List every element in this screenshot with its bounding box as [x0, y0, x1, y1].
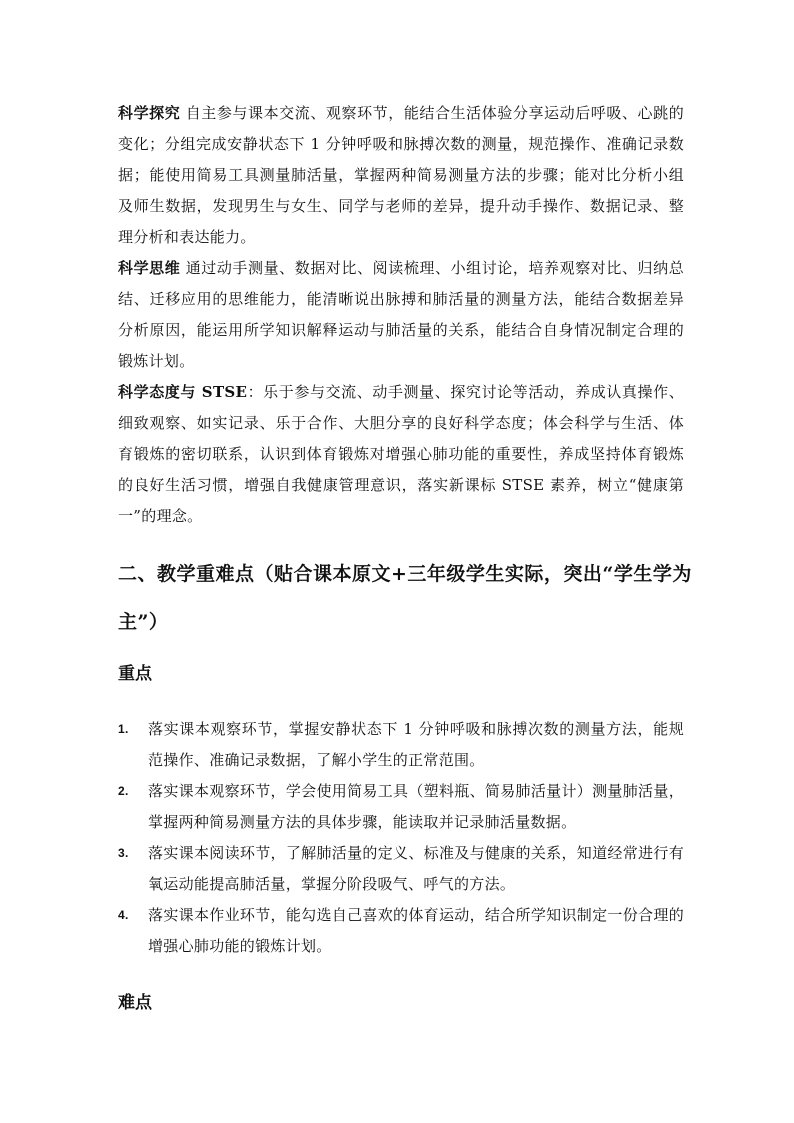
objective-text: ：乐于参与交流、动手测量、探究讨论等活动，养成认真操作、细致观察、如实记录、乐于合作、大胆分享的良好科学态度；体会科学与生活、体育锻炼的密切联系，认识到体育锻炼对增强心肺功能的重要性，养成坚持体育锻炼的良好生活习惯，增强自我健康管理意识，落实新课标 STSE 素养，树立“健康第一”的理念。	[118, 383, 685, 525]
list-item	[118, 776, 684, 838]
list-number: 1.	[118, 722, 129, 736]
key-points-heading: 重点	[118, 664, 152, 684]
list-number: 4.	[118, 908, 129, 922]
objective-label: 科学态度与 STSE	[118, 383, 248, 401]
objective-label: 科学思维	[118, 259, 181, 277]
list-item	[118, 900, 684, 962]
objective-text: 通过动手测量、数据对比、阅读梳理、小组讨论，培养观察对比、归纳总结、迁移应用的思维能力，能清晰说出脉搏和肺活量的测量方法，能结合数据差异分析原因，能运用所学知识解释运动与肺活量的关系，能结合自身情况制定合理的锻炼计划。	[118, 259, 684, 370]
list-text: 落实课本阅读环节，了解肺活量的定义、标准及与健康的关系，知道经常进行有氧运动能提高肺活量，掌握分阶段吸气、呼气的方法。	[148, 844, 684, 893]
list-number: 2.	[118, 784, 129, 798]
list-number: 3.	[118, 846, 129, 860]
objective-science-attitude-stse	[118, 377, 684, 532]
difficult-points-heading: 难点	[118, 993, 152, 1013]
list-text: 落实课本观察环节，掌握安静状态下 1 分钟呼吸和脉搏次数的测量方法，能规范操作、准确记录数据，了解小学生的正常范围。	[148, 720, 684, 769]
objective-science-inquiry	[118, 98, 684, 253]
objective-text: 自主参与课本交流、观察环节，能结合生活体验分享运动后呼吸、心跳的变化；分组完成安静状态下 1 分钟呼吸和脉搏次数的测量，规范操作、准确记录数据；能使用简易工具测量肺活量，掌握两种简易测量方法的步骤；能对比分析小组及师生数据，发现男生与女生、同学与老师的差异，提升动手操作、数据记录、整理分析和表达能力。	[118, 104, 684, 246]
list-item	[118, 714, 684, 776]
key-points-list	[118, 714, 684, 962]
list-item	[118, 838, 684, 900]
list-text: 落实课本观察环节，学会使用简易工具（塑料瓶、简易肺活量计）测量肺活量，掌握两种简易测量方法的具体步骤，能读取并记录肺活量数据。	[148, 782, 684, 831]
list-text: 落实课本作业环节，能勾选自己喜欢的体育运动，结合所学知识制定一份合理的增强心肺功能的锻炼计划。	[148, 906, 684, 955]
objective-science-thinking	[118, 253, 684, 377]
objective-label: 科学探究	[118, 104, 181, 122]
section-title: 二、教学重难点（贴合课本原文+三年级学生实际，突出“学生学为主”）	[118, 563, 692, 633]
